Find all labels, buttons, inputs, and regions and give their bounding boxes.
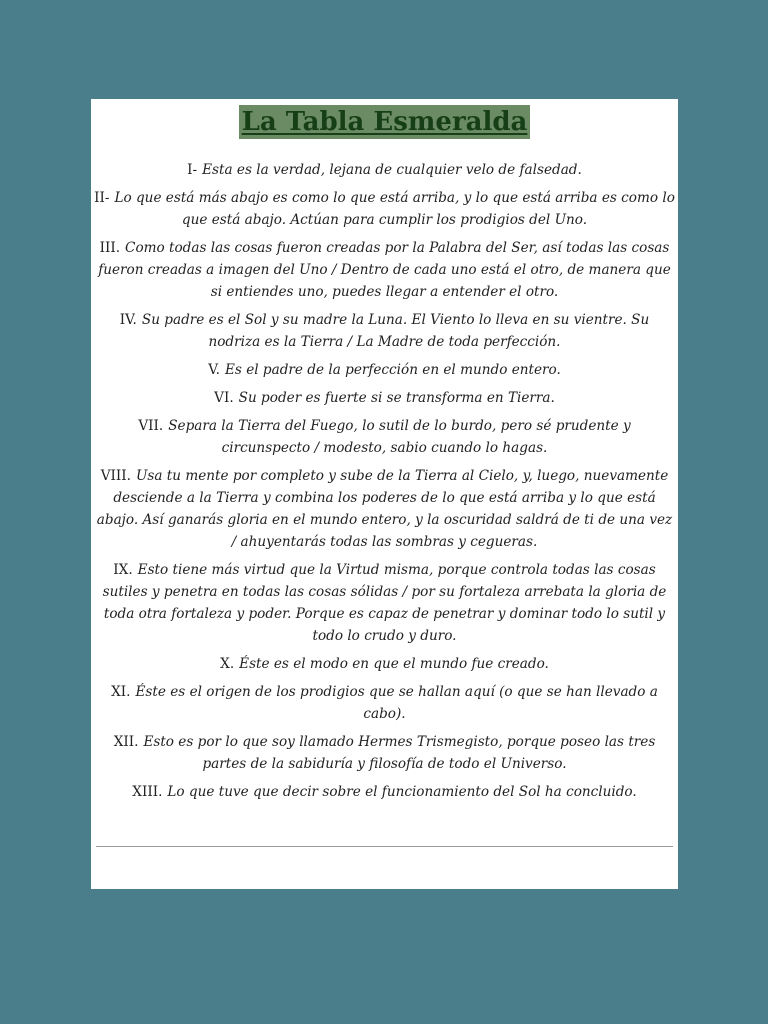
verse-numeral: I- [187,162,198,178]
verse-text: Lo que está más abajo es como lo que está arriba, y lo que está arriba es como lo que está abajo. Actúan para cumplir los prodigios del Uno. [114,190,675,228]
verse-numeral: XI. [111,684,131,700]
verse-numeral: VIII. [100,468,131,484]
verse-5 [91,359,678,381]
verse-numeral: III. [99,240,121,256]
verse-3 [91,237,678,303]
verse-numeral: VII. [138,418,164,434]
verse-12 [91,731,678,775]
verse-2 [91,187,678,231]
document-page [91,99,678,889]
verse-10 [91,653,678,675]
verse-numeral: IX. [113,562,133,578]
verse-7 [91,415,678,459]
verse-13 [91,781,678,803]
verse-list [91,159,678,809]
verse-numeral: XIII. [132,784,163,800]
verse-text: Es el padre de la perfección en el mundo entero. [224,362,561,378]
divider-line [96,846,673,847]
verse-text: Su poder es fuerte si se transforma en Tierra. [238,390,555,406]
verse-1 [91,159,678,181]
verse-text: Su padre es el Sol y su madre la Luna. El Viento lo lleva en su vientre. Su nodriza es la Tierra / La Madre de toda perfección. [141,312,650,350]
verse-text: Como todas las cosas fueron creadas por la Palabra del Ser, así todas las cosas fueron creadas a imagen del Uno / Dentro de cada uno está el otro, de manera que si entiendes uno, puedes llegar a entender el otro. [98,240,671,300]
verse-numeral: II- [94,190,110,206]
verse-6 [91,387,678,409]
verse-numeral: VI. [214,390,234,406]
verse-11 [91,681,678,725]
document-title [91,101,678,139]
verse-numeral: V. [208,362,220,378]
verse-text: Éste es el modo en que el mundo fue creado. [239,656,549,672]
verse-text: Esto es por lo que soy llamado Hermes Trismegisto, porque poseo las tres partes de la sabiduría y filosofía de todo el Universo. [143,734,656,772]
document-title-text: La Tabla Esmeralda [239,105,531,139]
verse-numeral: IV. [119,312,137,328]
verse-text: Lo que tuve que decir sobre el funcionamiento del Sol ha concluido. [167,784,637,800]
verse-text: Esta es la verdad, lejana de cualquier velo de falsedad. [202,162,582,178]
verse-text: Esto tiene más virtud que la Virtud misma, porque controla todas las cosas sutiles y penetra en todas las cosas sólidas / por su fortaleza arrebata la gloria de toda otra fortaleza y poder. Porque es capaz de penetrar y dominar todo lo sutil y todo lo crudo y duro. [102,562,667,644]
verse-8 [91,465,678,553]
verse-text: Separa la Tierra del Fuego, lo sutil de lo burdo, pero sé prudente y circunspecto / modesto, sabio cuando lo hagas. [168,418,631,456]
verse-numeral: XII. [113,734,139,750]
verse-text: Usa tu mente por completo y sube de la Tierra al Cielo, y, luego, nuevamente desciende a la Tierra y combina los poderes de lo que está arriba y lo que está abajo. Así ganarás gloria en el mundo entero, y la oscuridad saldrá de ti de una vez / ahuyentarás todas las sombras y cegueras. [96,468,673,550]
verse-numeral: X. [220,656,235,672]
verse-4 [91,309,678,353]
verse-text: Éste es el origen de los prodigios que se hallan aquí (o que se han llevado a cabo). [135,684,658,722]
verse-9 [91,559,678,647]
